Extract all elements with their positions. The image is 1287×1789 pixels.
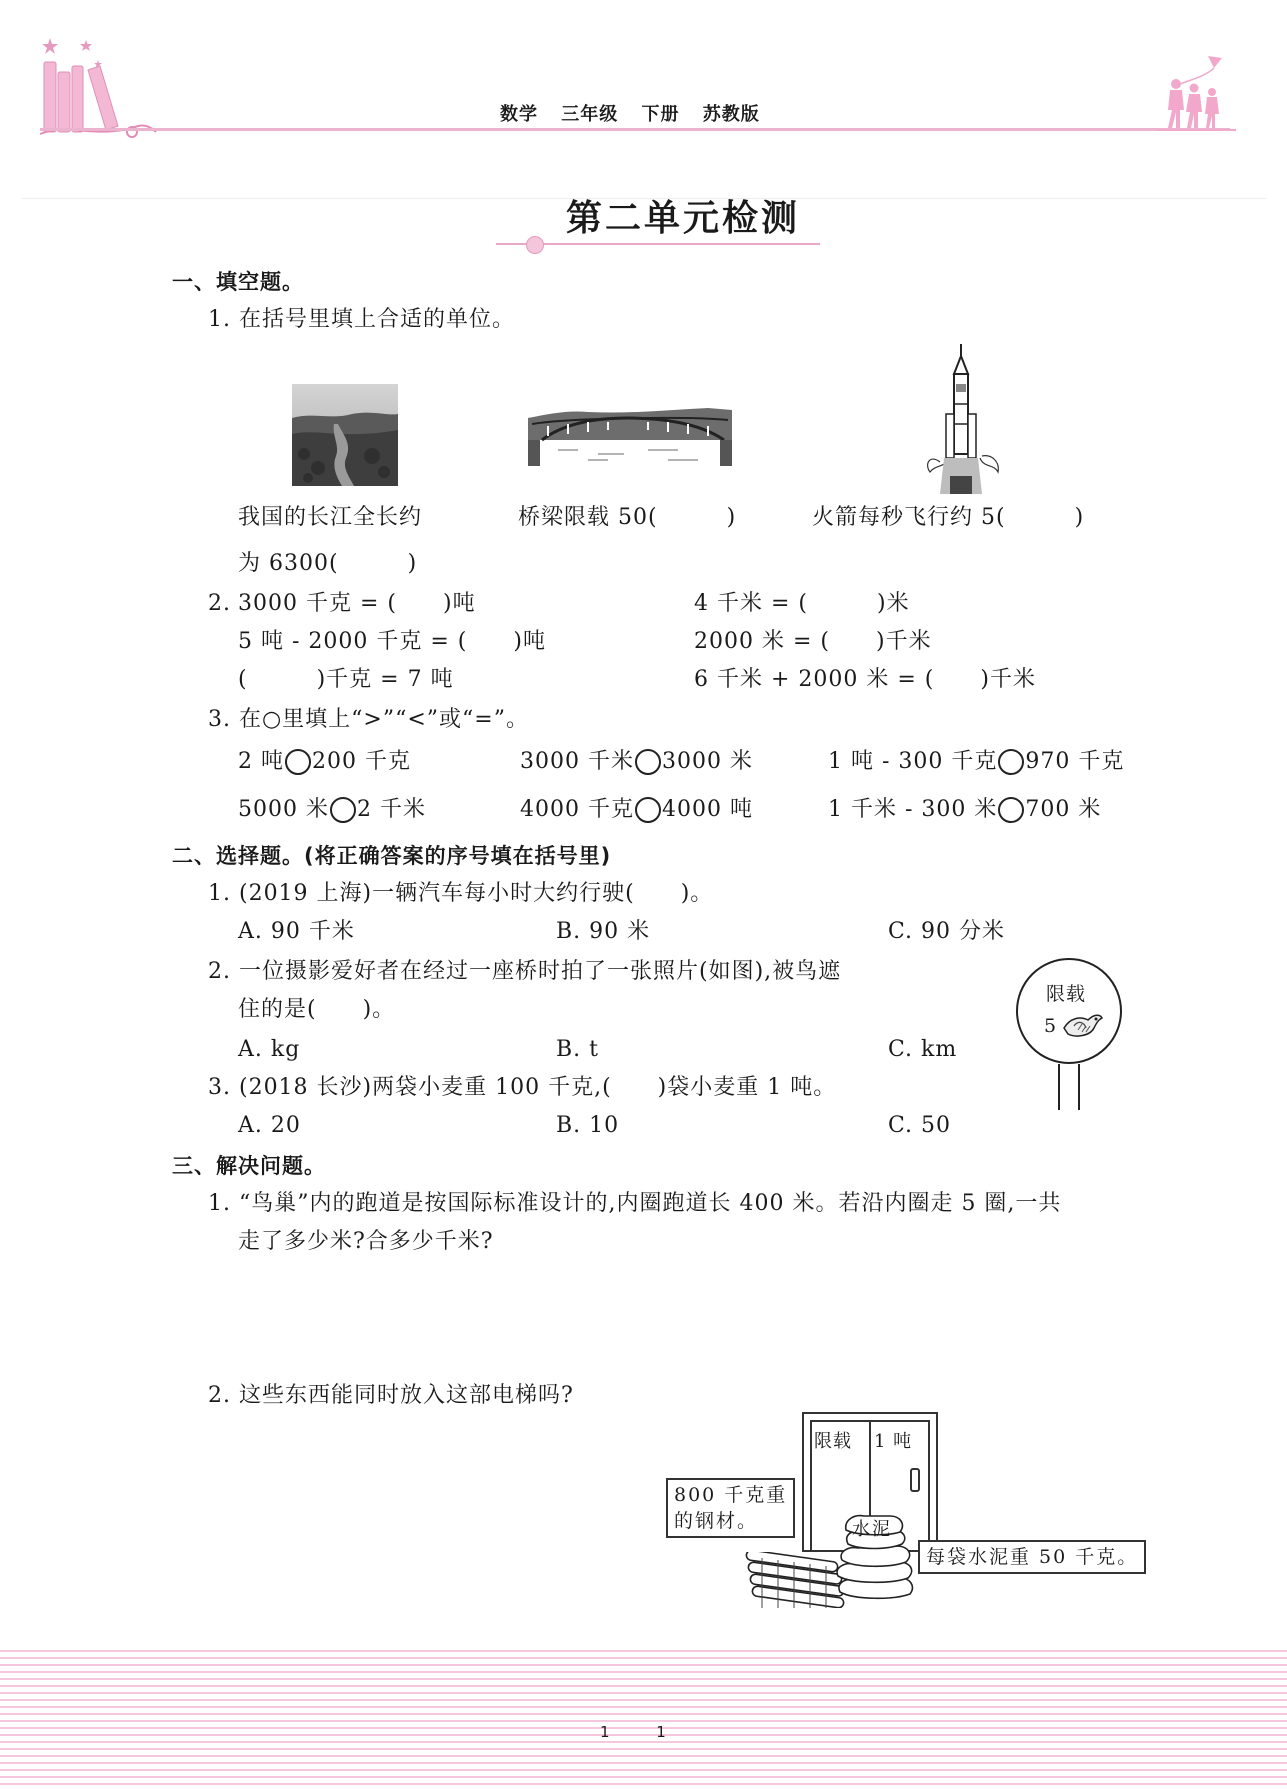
s2-q3-option-b: B. 10 (556, 1113, 620, 1138)
compare-circle[interactable] (998, 749, 1024, 775)
s1-q3-prompt: 3. 在○里填上“>”“<”或“=”。 (208, 707, 529, 732)
s1-q2-item-6: 6 千米 + 2000 米 = ( )千米 (694, 667, 1036, 692)
s1-q3-item-5: 4000 千克 4000 吨 (520, 797, 753, 822)
s2-q1-option-c: C. 90 分米 (888, 919, 1006, 944)
s2-q3-option-a: A. 20 (238, 1113, 301, 1138)
s1-q1-item-1-line1: 我国的长江全长约 (238, 505, 423, 530)
s2-q3-prompt: 3. (2018 长沙)两袋小麦重 100 千克,( )袋小麦重 1 吨。 (208, 1075, 837, 1100)
s1-q3-item-4: 5000 米 2 千米 (238, 797, 426, 822)
s2-q2-prompt-line1: 2. 一位摄影爱好者在经过一座桥时拍了一张照片(如图),被鸟遮 (208, 959, 842, 984)
steel-label-line2: 的钢材。 (674, 1510, 759, 1532)
title-underline (496, 243, 820, 245)
s1-q2-item-1: 3000 千克 = ( )吨 (238, 591, 476, 616)
s2-q2-option-a: A. kg (238, 1037, 301, 1062)
s2-q3-option-c: C. 50 (888, 1113, 952, 1138)
s1-q3-item-6: 1 千米 - 300 米 700 米 (828, 797, 1102, 822)
s2-q1-prompt: 1. (2019 上海)一辆汽车每小时大约行驶( )。 (208, 881, 714, 906)
elevator-sign-weight: 1 吨 (874, 1431, 913, 1452)
steel-weight-label (666, 1478, 795, 1538)
elevator-call-button (910, 1468, 920, 1492)
s2-q2-option-b: B. t (556, 1037, 599, 1062)
s1-q3-item-2: 3000 千米 3000 米 (520, 749, 753, 774)
s2-q2-prompt-line2: 住的是( )。 (238, 997, 396, 1022)
s1-q2-item-2: 4 千米 = ( )米 (694, 591, 910, 616)
s3-q1-line1: 1. “鸟巢”内的跑道是按国际标准设计的,内圈跑道长 400 米。若沿内圈走 5 圈,一共 (208, 1191, 1062, 1216)
s1-q2-item-3: 5 吨 - 2000 千克 = ( )吨 (238, 629, 546, 654)
bridge-drawing (528, 400, 732, 466)
page-title: 第二单元检测 (566, 197, 801, 239)
s2-q2-option-c: C. km (888, 1037, 958, 1062)
steel-label-line1: 800 千克重 (674, 1484, 788, 1506)
header-children-kite-icon (1150, 54, 1240, 134)
section-1-heading: 一、填空题。 (172, 270, 304, 294)
rocket-drawing (922, 344, 1000, 494)
load-limit-sign (1016, 958, 1126, 1110)
page-number: 1 1 (600, 1723, 667, 1741)
s1-q2-number: 2. (208, 591, 231, 616)
sign-text-number: 5 (1044, 1015, 1058, 1037)
compare-circle[interactable] (330, 797, 356, 823)
header-books-logo (38, 36, 158, 148)
s1-q3-item-1: 2 吨 200 千克 (238, 749, 411, 774)
compare-circle[interactable] (635, 749, 661, 775)
s3-q1-line2: 走了多少米?合多少千米? (238, 1229, 494, 1254)
header-divider (40, 128, 1230, 131)
footer-stripe-band (0, 1650, 1287, 1789)
bird-icon (1060, 1008, 1104, 1042)
s1-q1-item-1-line2: 为 6300( ) (238, 551, 418, 576)
s1-q3-item-3: 1 吨 - 300 千克 970 千克 (828, 749, 1125, 774)
header-book-info: 数学 三年级 下册 苏教版 (500, 104, 760, 125)
s2-q1-option-b: B. 90 米 (556, 919, 651, 944)
s1-q2-item-4: 2000 米 = ( )千米 (694, 629, 932, 654)
sign-pole-right (1078, 1064, 1080, 1110)
yangtze-river-photo (292, 384, 398, 486)
section-2-heading: 二、选择题。(将正确答案的序号填在括号里) (172, 844, 612, 868)
title-dot-ornament (526, 236, 544, 254)
sign-pole-left (1058, 1064, 1060, 1110)
compare-circle[interactable] (998, 797, 1024, 823)
elevator-illustration (666, 1412, 1146, 1608)
s2-q1-option-a: A. 90 千米 (238, 919, 355, 944)
cement-weight-label: 每袋水泥重 50 千克。 (918, 1540, 1146, 1574)
s1-q1-item-2: 桥梁限载 50( ) (518, 505, 737, 530)
s1-q1-item-3: 火箭每秒飞行约 5( ) (812, 505, 1085, 530)
elevator-sign-limit: 限载 (814, 1431, 852, 1452)
s1-q1-prompt: 1. 在括号里填上合适的单位。 (208, 307, 515, 332)
sign-text-limit: 限载 (1046, 983, 1087, 1005)
cement-bag-text: 水泥 (852, 1519, 892, 1540)
compare-circle[interactable] (285, 749, 311, 775)
s1-q2-item-5: ( )千克 = 7 吨 (238, 667, 454, 692)
compare-circle[interactable] (635, 797, 661, 823)
section-3-heading: 三、解决问题。 (172, 1154, 326, 1178)
s3-q2-prompt: 2. 这些东西能同时放入这部电梯吗? (208, 1383, 574, 1408)
